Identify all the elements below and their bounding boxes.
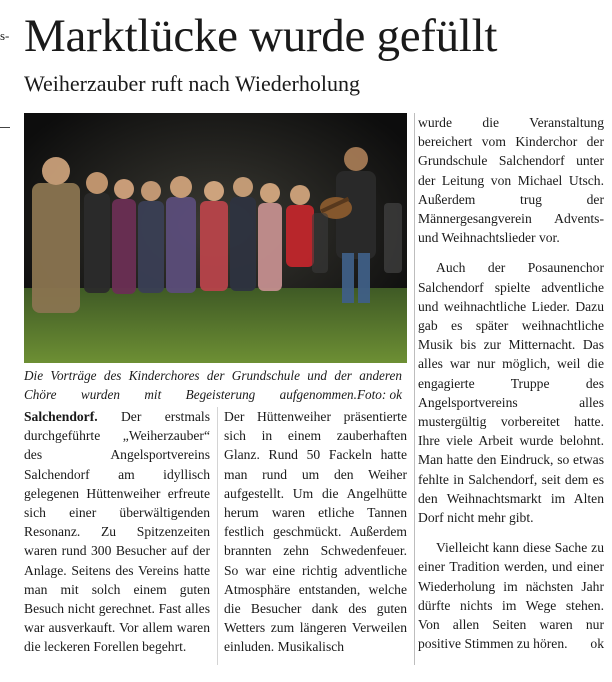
author-initials: ok — [590, 636, 604, 652]
article-photo — [24, 113, 407, 363]
caption-text: Die Vorträge des Kinderchores der Grundschule und der anderen Chöre wurden mit Begeisterung aufgenommen. — [24, 368, 402, 402]
article-paragraph-5 — [418, 538, 604, 653]
dateline: Salchendorf. — [24, 409, 98, 424]
article-paragraph-3: wurde die Veranstaltung bereichert vom Kinderchor der Grundschule Salchendorf unter der Leitung von Michael Utsch. Außerdem trug der Männergesangverein Advents- und Weihnachtslieder vor. — [418, 115, 604, 246]
article-column-2 — [224, 407, 407, 657]
article-paragraph-4: Auch der Posaunenchor Salchendorf spielte adventliche und weihnachtliche Lieder. Dazu gab es später weihnachtliche Musik bis zur Mitternacht. Das alles war nur möglich, weil die engagierte Truppe des Angelsportvereins alles mustergültig vorbereitet hatte. Ihre viele Arbeit wurde belohnt. Man hatte den Eindruck, so etwas fehlte in Salchendorf, seit dem es den Weihnachtsmarkt im Alten Dorf nicht mehr gibt. — [418, 260, 604, 526]
cut-off-text-fragment: s- — [0, 28, 10, 43]
photo-caption — [24, 366, 402, 404]
subheadline: Weiherzauber ruft nach Wiederholung — [24, 71, 360, 96]
photo-credit: Foto: ok — [356, 387, 402, 402]
article-paragraph-1 — [24, 407, 210, 657]
cut-off-rule — [0, 127, 10, 128]
paragraph-text: Der erstmals durchgeführte „Weiherzauber“ des Angelsportvereins Salchendorf am idyllisch gelegenen Hüttenweiher erfreute sich einer überwältigenden Resonanz. Zu Spitzenzeiten waren rund 300 Besucher auf der Anlage. Seitens des Vereins hatte man mit solch einem guten Besuch nicht gerechnet. Fast alles war ausverkauft. Vor allem waren die leckeren Forellen begehrt. — [24, 409, 210, 655]
article-column-1 — [24, 407, 210, 657]
article-paragraph-2: Der Hüttenweiher präsentierte sich in einem zauberhaften Glanz. Rund 50 Fackeln hatte man rund um den Weiher aufgestellt. Um die Angelhütte herum waren etliche Tannen festlich geschmückt. Außerdem brannten zehn Schwedenfeuer. So war eine richtig adventliche Atmosphäre entstanden, welche die Besucher dank des guten Wetters zum längeren Verweilen einluden. Musikalisch — [224, 409, 407, 655]
article-column-3 — [418, 113, 604, 653]
column-divider-lower — [217, 407, 218, 665]
choir-night-photo-illustration — [24, 113, 407, 363]
headline: Marktlücke wurde gefüllt — [24, 10, 498, 62]
paragraph-text: Vielleicht kann diese Sache zu einer Tradition werden, und einer Wiederholung im nächsten Jahr dürfte nichts im Wege stehen. Von allen Seiten waren nur positive Stimmen zu hören. — [418, 540, 604, 652]
column-divider — [414, 113, 415, 665]
